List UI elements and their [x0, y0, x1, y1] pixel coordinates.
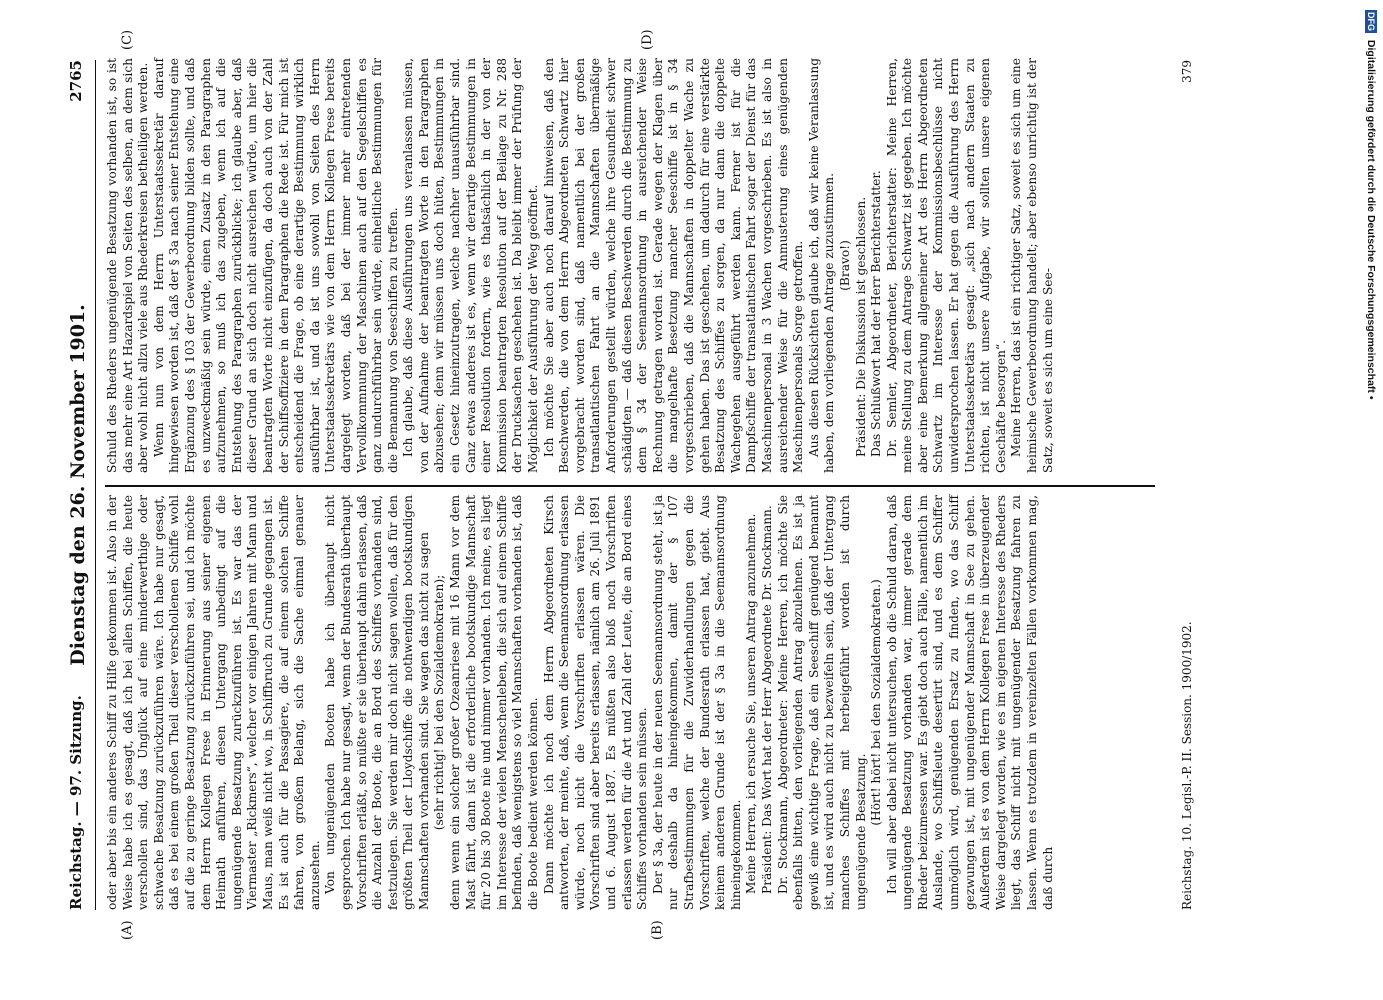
page-number: 2765	[67, 60, 85, 102]
interjection: (Bravo!)	[837, 240, 852, 291]
dfg-logo: DFG	[1366, 12, 1376, 31]
paragraph: oder aber bis ein anderes Schiff zu Hilfe gekommen ist. Also in der Weise habe ich es gesagt, daß ich bei allen Schiffen, die heute verschollen sind, das Unglück auf eine minderwerthige oder schwache Besatzung zurückzuführen wäre. Ich habe nur gesagt, daß es bei einem großen Theil dieser verschollenen Schiffe wohl auf die zu geringe Besatzung zurückzuführen sei, und ich möchte dem Herrn Kollegen Frese in Erinnerung aus seiner eigenen Heimath anführen, diesen Untergang unbedingt auf die ungenügende Besatzung zurückzuführen ist. Es war das der Viermaster „Rickmers“, welcher vor einigen Jahren mit Mann und Maus, man weiß nicht wo, in Schiffbruch zu Grunde gegangen ist. Es ist auch für die Passagiere, die auf einem solchen Schiffe fahren, von großem Belang, sich die Sache einmal genauer anzusehen.	[105, 495, 322, 910]
header-left: Reichstag. — 97. Sitzung.	[67, 695, 85, 910]
margin-letter-b: (B)	[650, 920, 665, 940]
digitization-credit-text: Digitalisierung gefördert durch die Deutsche Forschungsgemeinschaft •	[1365, 39, 1377, 400]
paragraph: Dann möchte ich noch dem Herrn Abgeordneten Kirsch antworten, der meinte, daß, wenn die Seemannsordnung erlassen würde, noch nicht die Vorschriften erlassen wären. Die Vorschriften sind aber bereits erlassen, nämlich am 26. Juli 1891 und 6. August 1887. Es müßten also bloß noch Vorschriften erlassen werden für die Art und Zahl der Leute, die an Bord eines Schiffes vorhanden sein müssen.	[541, 495, 650, 910]
column-divider	[105, 486, 1155, 488]
paragraph: Ich will aber dabei nicht untersuchen, ob die Schuld daran, daß ungenügende Besatzung vorhanden war, immer gerade dem Rheder beizumessen war. Es giebt doch auch Fälle, namentlich im Auslande, wo Schiffsleute desertirt sind, und es dem Schiffer unmöglich wird, genügenden Ersatz zu finden, wo das Schiff gezwungen ist, mit ungenügender Mannschaft in See zu gehen. Außerdem ist es von dem Herrn Kollegen Frese in überzeugender Weise dargelegt worden, wie es im eigenen Interesse des Rheders liegt, das Schiff nicht mit ungenügender Besatzung fahren zu lassen. Wenn es trotzdem in vereinzelten Fällen vorkommen mag, daß durch	[884, 495, 1055, 910]
paragraph: Meine Herren, ich ersuche Sie, unseren Antrag anzunehmen.	[744, 513, 759, 894]
page-header	[55, 60, 96, 910]
paragraph: Präsident: Die Diskussion ist geschlossen.	[853, 196, 868, 457]
left-text-column	[105, 495, 1056, 910]
paragraph: Der § 3a, der heute in der neuen Seemannsordnung steht, ist ja nur deshalb da hineingekommen, damit der § 107 Strafbestimmungen für die Zuwiderhandlungen gegen die Vorschriften, welche der Bundesrath erlassen hat, giebt. Aus keinem anderen Grunde ist der § 3a in die Seemannsordnung hineingekommen.	[650, 495, 743, 910]
paragraph: Wenn nun von dem Herrn Unterstaatssekretär darauf hingewiesen worden ist, daß der § 3a nach seiner Entstehung eine Ergänzung des § 103 der Gewerbeordnung bilden sollte, und daß es unzweckmäßig sein würde, einen Zusatz in den Paragraphen aufzunehmen, so muß ich das zugeben, wenn ich auf die Entstehung des Paragraphen zurückblicke; ich glaube aber, daß dieser Grund an sich doch nicht ausreichen würde, um hier die beantragten Worte nicht einzufügen, da doch auch von der Zahl der Schiffsoffiziere in dem Paragraphen die Rede ist. Für mich ist entscheidend die Frage, ob eine derartige Bestimmung wirklich ausführbar ist, und da ist uns sowohl von Seiten des Herrn Unterstaatssekretärs wie von dem Herrn Kollegen Frese bereits dargelegt worden, daß bei der immer mehr eintretenden Vervollkommnung der Maschinen auch auf den Segelschiffen es ganz undurchführbar sein würde, einheitliche Bestimmungen für die Bemannung von Seeschiffen zu treffen.	[151, 58, 400, 473]
header-date: Dienstag den 26. November 1901.	[67, 304, 89, 666]
digitization-credit	[1365, 10, 1377, 400]
paragraph: Von ungenügenden Booten habe ich überhaupt nicht gesprochen. Ich habe nur gesagt, wenn der Bundesrath überhaupt Vorschriften erläßt, so müßte er sie überhaupt dahin erlassen, daß die Anzahl der Boote, die an Bord des Schiffes vorhanden sind, festzulegen. Sie werden mir doch nicht sagen wollen, daß für den größten Theil der Lloydschiffe die nothwendigen bootskundigen Mannschaften vorhanden sind. Sie wagen das nicht zu sagen	[323, 495, 431, 910]
margin-letter-d: (D)	[640, 29, 655, 50]
footer-left: Reichstag. 10. Legisl.-P. II. Session. 1900/1902.	[1180, 621, 1194, 910]
paragraph: Ich möchte Sie aber auch noch darauf hinweisen, daß den Beschwerden, die von dem Herrn Abgeordneten Schwartz hier vorgebracht worden sind, daß namentlich bei der großen transatlantischen Fahrt an die Mannschaften übermäßige Anforderungen gestellt würden, welche ihre Gesundheit schwer schädigten — daß diesen Beschwerden durch die Bestimmung zu dem § 34 der Seemannsordnung in ausreichender Weise Rechnung getragen worden ist. Gerade wegen der Klagen über die mangelhafte Besetzung mancher Seeschiffe ist in § 34 vorgeschrieben, daß die Mannschaften in doppelter Wache zu gehen haben. Das ist geschehen, um dadurch für eine verstärkte Besatzung des Schiffes zu sorgen, da nur dann die doppelte Wachegehen ausgeführt werden kann. Ferner ist für die Dampfschiffe der transatlantischen Fahrt sogar der Dienst für das Maschinenpersonal in 3 Wachen vorgeschrieben. Es ist also in ausreichender Weise für die Anmusterung eines genügenden Maschinenpersonals Sorge getroffen.	[541, 58, 806, 473]
paragraph: Dr. Semler, Abgeordneter, Berichterstatter: Meine Herren, meine Stellung zu dem Antrage Schwartz ist gegeben. Ich möchte aber eine Bemerkung allgemeiner Art des Herrn Abgeordneten Schwartz im Interesse der Kommissionsbeschlüsse nicht unwidersprochen lassen. Er hat gegen die Ausführung des Herrn Unterstaatssekretärs gesagt: „sich nach andern Staaten zu richten, ist nicht unsere Aufgabe, wir sollten unsere eigenen Geschäfte besorgen“.	[884, 58, 1008, 473]
margin-letter-a: (A)	[120, 920, 135, 940]
paragraph: Das Schlußwort hat der Herr Berichterstatter.	[869, 170, 884, 457]
paragraph: Dr. Stockmann, Abgeordneter: Meine Herren, ich möchte Sie ebenfalls bitten, den vorliegenden Antrag abzulehnen. Es ist ja gewiß eine wichtige Frage, daß ein Seeschiff genügend bemannt ist, und es wird auch nicht zu bezweifeln sein, daß der Untergang manches Schiffes mit herbeigeführt worden ist durch ungenügende Besatzung.	[775, 495, 868, 910]
right-text-column	[105, 58, 1056, 473]
margin-letter-c: (C)	[120, 29, 135, 50]
paragraph: Meine Herren, das ist ein richtiger Satz, soweit es sich um eine heimische Gewerbeordnung handelt; aber ebenso unrichtig ist der Satz, soweit es sich um eine See-	[1009, 58, 1055, 473]
paragraph: Schuld des Rheders ungenügende Besatzung vorhanden ist, so ist das mehr eine Art Hazardspiel von Seiten des selben, an dem sich aber wohl nicht allzu viele aus Rhederkreisen betheiligen werden.	[105, 58, 151, 473]
paragraph: Ich glaube, daß diese Ausführungen uns veranlassen müssen, von der Aufnahme der beantragten Worte in den Paragraphen abzusehen; denn wir müssen uns doch hüten, Bestimmungen in ein Gesetz hineinzutragen, welche nachher unausführbar sind. Ganz etwas anderes ist es, wenn wir derartige Bestimmungen in einer Resolution fordern, wie es thatsächlich in der von der Kommission beantragten Resolution auf der Beilage zu Nr. 288 der Drucksachen geschehen ist. Da bleibt immer der Prüfung der Möglichkeit der Ausführung der Weg geöffnet.	[401, 58, 541, 473]
paragraph: Aus diesen Rücksichten glaube ich, daß wir keine Veranlassung haben, dem vorliegenden Antrage zuzustimmen.	[806, 58, 837, 473]
paragraph: denn wenn ein solcher großer Ozeanriese mit 16 Mann vor dem Mast fährt, dann ist die erforderliche bootskundige Mannschaft für 20 bis 30 Boote nie und nimmer vorhanden. Ich meine, es liegt im Interesse der vielen Menschenleben, die sich auf einem Schiffe befinden, daß wenigstens so viel Mannschaften vorhanden ist, daß die Boote bedient werden können.	[448, 495, 541, 910]
interjection: (sehr richtig! bei den Sozialdemokraten);	[432, 574, 447, 831]
paragraph: Präsident: Das Wort hat der Herr Abgeordnete Dr. Stockmann.	[759, 505, 774, 894]
interjection: (Hört! hört! bei den Sozialdemokraten.)	[869, 579, 884, 826]
footer-signature: 379	[1180, 60, 1194, 83]
